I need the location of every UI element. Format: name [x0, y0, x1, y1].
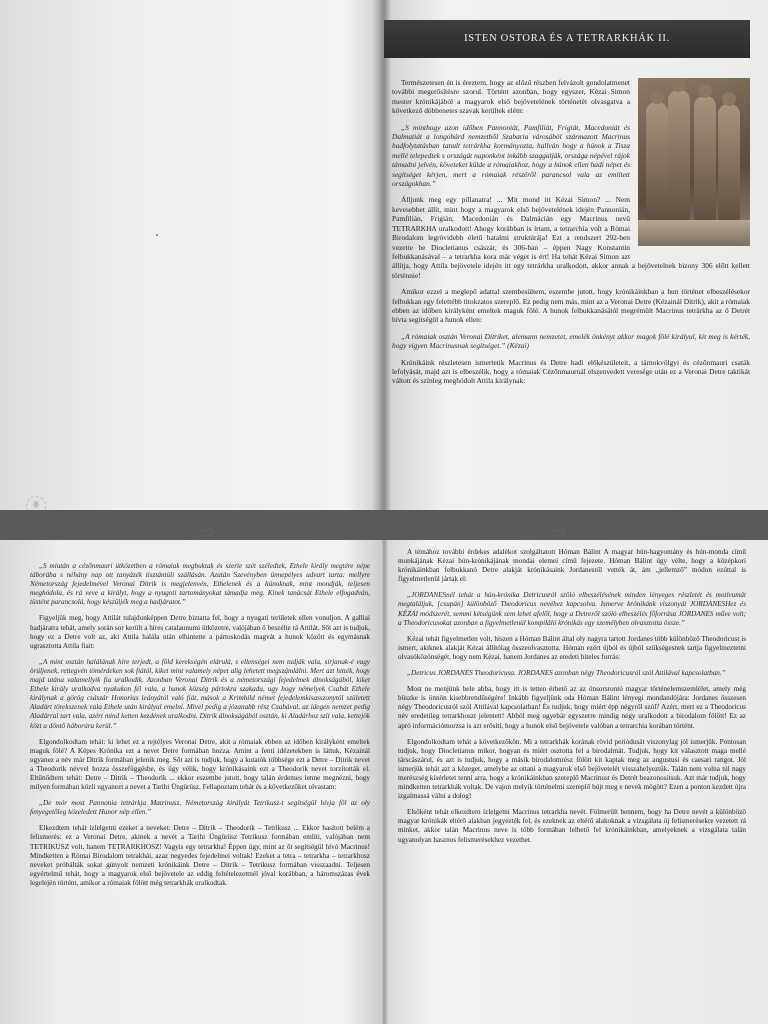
body-paragraph: Elsőként tehát elkezdtem ízlelgetni Macrinus tetrarkha nevét. Fölmerült bennem, hogy ha Detre nevét a különböző magyar krónikák eltérő alakban jegyezték fel, és ezeknek az eltérő alakoknak a vizsgálata új felismerésekre vezetett rá minket, akkor talán Macrinus neve is több formában lelhető fel krónikáinkban, amelyeknek a vizsgálata talán ugyanolyan hasznos felismerésekhez vezethet.: [398, 808, 746, 844]
right-page-text: [392, 78, 750, 393]
body-paragraph: Amikor ezzel a meglepő adattal szembesültem, eszembe jutott, hogy krónikáinkban a hun történet elbeszélésekor felbukkan egy felettébb titokzatos szereplő. Ez pedig nem más, mint az a Veronai Detre (Kézainál Ditrik), akit a rómaiak ebben az időben királyként emeltek maguk fölé. A hunok felbukkanásától megrémült Macrinus tetrárkha az ő Detrét hívta segítségül a hunok ellen:: [392, 287, 750, 325]
body-paragraph: A témához további érdekes adalékot szolgáltatott Hóman Bálint A magyar hún-hagyomány és hún-monda című munkájának Kézai hún-krónikájának mondai elemei című fejezete. Hóman Bálint úgy vélte, hogy a középkori krónikáinkban felbukkanó Detre alakját krónikásaink Jordanestől vették át, ám „jellemző” módon ezúttal is figyelmetlenül jártak el:: [398, 548, 746, 584]
bottom-right-page-text: [398, 548, 746, 852]
body-paragraph: Elgondolkodtam tehát: ki lehet ez a rejtélyes Veronai Detre, akit a rómaiak ebben az időben királyként emeltek maguk fölé? A Képes Krónika ezt a nevet Detre formában hozza. Amint a fenti idézetekben is láttuk, Kézainál ugyanez a név már Ditrik formában jelenik meg. Sőt azt is tudjuk, hogy a kutatók többsége ezt a Detre – Ditrik nevet a Theodorik névvel hozza összefüggésbe, és úgy vélik, hogy krónikásaink ezt a Theodorik nevet torzították el. Eltűnődtem tehát: Detre – Ditrik – Theodorik ... ekkor eszembe jutott, hogy talán érdemes lenne megnézni, hogy milyen formában közli ugyanezt a nevet a Tarihi Üngürüsz. Fellapoztam tehát és a következőket olvastam:: [30, 737, 370, 792]
body-paragraph: Álljunk meg egy pillanatra! ... Mit mond itt Kézai Simon? ... Nem kevesebbet állít, mint hogy a magyarok első bejövetelének idején Pannonián, Pamfilián, Frigián, Macedonián és Dalmácián egy Macrinus nevű TETRARKHA uralkodott! Ahogy korábban is írtam, a tetrarchia volt a Római Birodalom legrövidebb életű hatalmi struktúrája! Ezt a rendszert 292-ben vezette be Diocletianus császár, és 306-ban – éppen Nagy Konstantin felbukkanásával – a tetrarkha kora már véget is ért! Ha tehát Kézai Simon azt állítja, hogy Attila bejövetele idején itt egy tetrárkha uralkodott, akkor annak a bejövetelnek bizony 306 előtt kellett történnie!: [392, 195, 750, 280]
bottom-left-page-text: [30, 562, 370, 895]
quoted-passage: „S miután a cézőnmauri ütközetben a rómaiak megbuktak és szerte szét széledtek, Ethele király megtére népe táborába s néhány nap ott tanyázék tisztántúli szállásán. Azután Szevényben ünnepélyes udvart tarta: mellyre Németország fejedelmével Veronai Ditrik is megjelenvén, Ethelenek és a húnoknak, mint mondják, teljesen meghódola, és rá veve a királyt, hogy a nyugoti tartományokat támadja meg. Kinek tanácsát Ethele elfogadván, tüstént parancsolá, hogy készüljék meg a hadjáratot.”: [30, 562, 370, 607]
chapter-title-bar: [384, 20, 750, 58]
bottom-page-spread: [0, 540, 768, 1024]
top-page-spread: [0, 0, 768, 510]
body-paragraph: Figyeljük meg, hogy Attilát tulajdonképpen Detre biztatta fel, hogy a nyugati területek ellen vonuljon. A galliai hadjáratra tehát, amely során sor került a híres catalaunumi ütközetre, valójában ő beszélte rá Attilát. Sőt azt is tudjuk, hogy ez a Detre volt az, aki Attila halála után elhintette a pártoskodás magvát a hunok között és egymásnak ugrasztotta Attila fiait:: [30, 614, 370, 650]
body-paragraph: Krónikáink részletesen ismertetik Macrinus és Detre hadi előkészületeit, a tárnokvölgyi és cézőnmauri csaták lefolyását, majd azt is elbeszélik, hogy a rómaiak Cézőnmaurnál elszenvedett veresége után ez a Veronai Detre taktikát váltott és színleg meghódolt Attila királynak:: [392, 357, 750, 386]
body-paragraph: Most ne menjünk bele abba, hogy itt is tetten érhető az az önsorsrontó magyar történelemszemlélet, amely még büszke is önnön kisebbrendűségére! Inkább figyeljünk oda Hóman Bálint lényegi mondandójára: Jordanes összesen négy Theodoricusról szól Attilával kapcsolatban! És tudjuk, hogy miért épp négyről szól? Azért, mert ez a Theodoricus név eredetileg tetrarkhoszt jelentett! Abból meg ugyebár egyszerre mindig négy uralkodott a birodalom fölött! Ez az apró információmorzsa is azt erősíti, hogy a hunok első bejövetele valóban a tetrarchia korában történt.: [398, 685, 746, 730]
page-number-223: 223: [550, 528, 565, 539]
quoted-passage: „A rómaiak osztán Veronai Ditriket, alemann nemzetet, emelék önkényt akkor magok fölé királyul, kit meg is kérték, hogy vigyen Macrinusnak segítséget.” (Kézai): [392, 331, 750, 351]
quoted-passage: „Detricus JORDANES Theodoricusa. JORDANES azonban négy Theodoricusról szól Attilával kapcsolatban.”: [407, 669, 726, 678]
body-paragraph: Elkezdtem tehát ízlelgetni ezeket a neveket: Detre – Ditrik – Theodorik – Tetrikusz ... Ekkor hasított belém a felismerés: ez a Veronai Detre, akinek a nevét a Tarihi Üngürüsz Tetrikusz formában említi, valójában nem TETRIKUSZ volt, hanem TETRARKHOSZ! Vagyis egy tetrarkha! Éppen úgy, mint az őt segítségül hívó Macrinus! Mindketten a Római Birodalom tetrakhái, azaz negyedes fejedelmei voltak! Ezeket a tetra – tetrarkha – tetrarkhosz neveket próbálták sokat gúnyolt nemzeti krónikáink Detre – Ditrik – Tetrikusz formában visszaadni. Teljesen egyértelmű tehát, hogy a magyarok első bejövetele az eddig feltételezettnél jóval korábban, a háromszázas évek legelején történt, amikor a rómaiak fölött még tetrarkhák uralkodtak.: [30, 824, 370, 887]
quoted-passage: „S minthogy azon időben Pannoniát, Pamfiliát, Frigiát, Macedoniát és Dalmatiát a longobárd nemzetből Szabaria városából származott Macrinus hadfolytatásban tanult tetrárkha kormányozta, hallván hogy a húnok a Tisza mellé telepedtek s országát naponként inkább szaggatják, országa népével rájok támadni jelvén, követeket külde a rómaiakhoz, hogy a húnok ellen hadi népet és segítséget kérjen, mert a rómaiak részéről parancsol vala az említett országokban.”: [392, 122, 630, 189]
page-number-222: 222: [198, 528, 213, 539]
quoted-passage: „A mint osztán halálának híre terjedt, a föld kerekségén elárulá, s ellenségei nem tudják vala, sírjanak-é vagy örüljenek, rettegvén tömérdeken sok fiától, kiket mint valamely népet alig lehetett megszámlálni. Mert azt hitték, hogy majd utána valamellyik fia uralkodik. Azonban Veronai Ditrik és a németországi fejedelmek álnokságából, kiket Ethele király uralkodva nyakukon fél vala, a hunok község pártokra szakadu, ugy hogy némelyek Csabát Ethele királynak a görög császár Honorius leányától való fiát, mások a Krimhild német fejedelemkisasszonytól született Aladárt törekszenek vala Ethele után királyul emelni. Mivel pedig a józanabb rész Csabával, az idegen nemzet pedig Aladárral tart vala, azért mind ketten kezdének uralkodni. Ditrik álnokságából osztán, ki Aladárhoz szít vala, kettejök közt a döntő háborúra kerül.”: [30, 657, 370, 730]
speck-mark: [156, 234, 158, 236]
ornament-icon: ✺: [26, 496, 46, 510]
body-paragraph: Természetesen én is éreztem, hogy az előző részben felvázolt gondolatmenet további megerősítésre szorul. Történt azonban, hogy egyszer, Kézai Simon mester krónikájából a magyarok első bejövetelének történetét olvasgatva a következő döbbenetes szavak kerültek elém:: [392, 78, 630, 116]
tetrarchs-statue-photo: [638, 78, 750, 246]
book-gutter: [372, 0, 390, 510]
body-paragraph: Kézai tehát figyelmetlen volt, hiszen a Hóman Bálint által oly nagyra tartott Jordanes több különböző Theodoricust is ismert, akiknek alakját Kézai állítólag összeolvasztotta. Hóman ezért újból és újból szükségesnek tartja figyelmeztetni olvasóközönségét, hogy nem Kézai, hanem Jordanes az eredeti hiteles forrás:: [398, 634, 746, 661]
chapter-title: ISTEN OSTORA ÉS A TETRARKHÁK II.: [464, 33, 670, 44]
quoted-passage: „JORDANESnél tehát a hún-krónika Detricusról szóló elbeszélésének minden lényeges részletét és motívumát megtaláljuk, [csupán] különböző Theodoricus nevéhez kapcsolva. Ismerve krónikánk viszonyát JORDANESHez és KÉZAI módszerét, semmi kétségünk sem lehet afelől, hogy a Detreről szóló elbeszélés főforrása JORDANES műve volt; a Theodoricusokat azonban a figyelmetlenül kompiláló krónikás egy személyben olvasztotta össze.”: [398, 591, 746, 627]
body-paragraph: Elgondolkodtam tehát a következőkön. Mi a tetrarkhák korának rövid periódusát viszonylag jól ismerjük. Pontosan tudjuk, hogy Diocletianus mikor, hogyan és miért osztotta fel a birodalmát. Tudjuk, hogy kit választott maga mellé társcászárul, és azt is tudjuk, hogy a másik birodalomrész fölött kit kaptak meg az augustusi és caesari rangot. Jól ismerjük tehát azt a közeget, amelybe az ottani a magyarok első bejövetelét visszahelyeztük. Talán nem volna túl nagy merészség kísérletet tenni arra, hogy a krónikáinkban szereplő Macrinust és Detrét beazonosítsuk. Azt már tudjuk, hogy mindketten tetrarkhák voltak. De vajon melyik történelmi szereplő bújt meg e nevek mögött? Ezen a ponton kezdett újra izgalmassá válni a dolog!: [398, 737, 746, 801]
quoted-passage: „De mór most Pannonia tetrárkja Matrinusz, Németország királyát Tetrikusz-t segítségül hívja fől az oly fenyegetőleg közeledett Hunor nép ellen.”: [30, 799, 370, 817]
